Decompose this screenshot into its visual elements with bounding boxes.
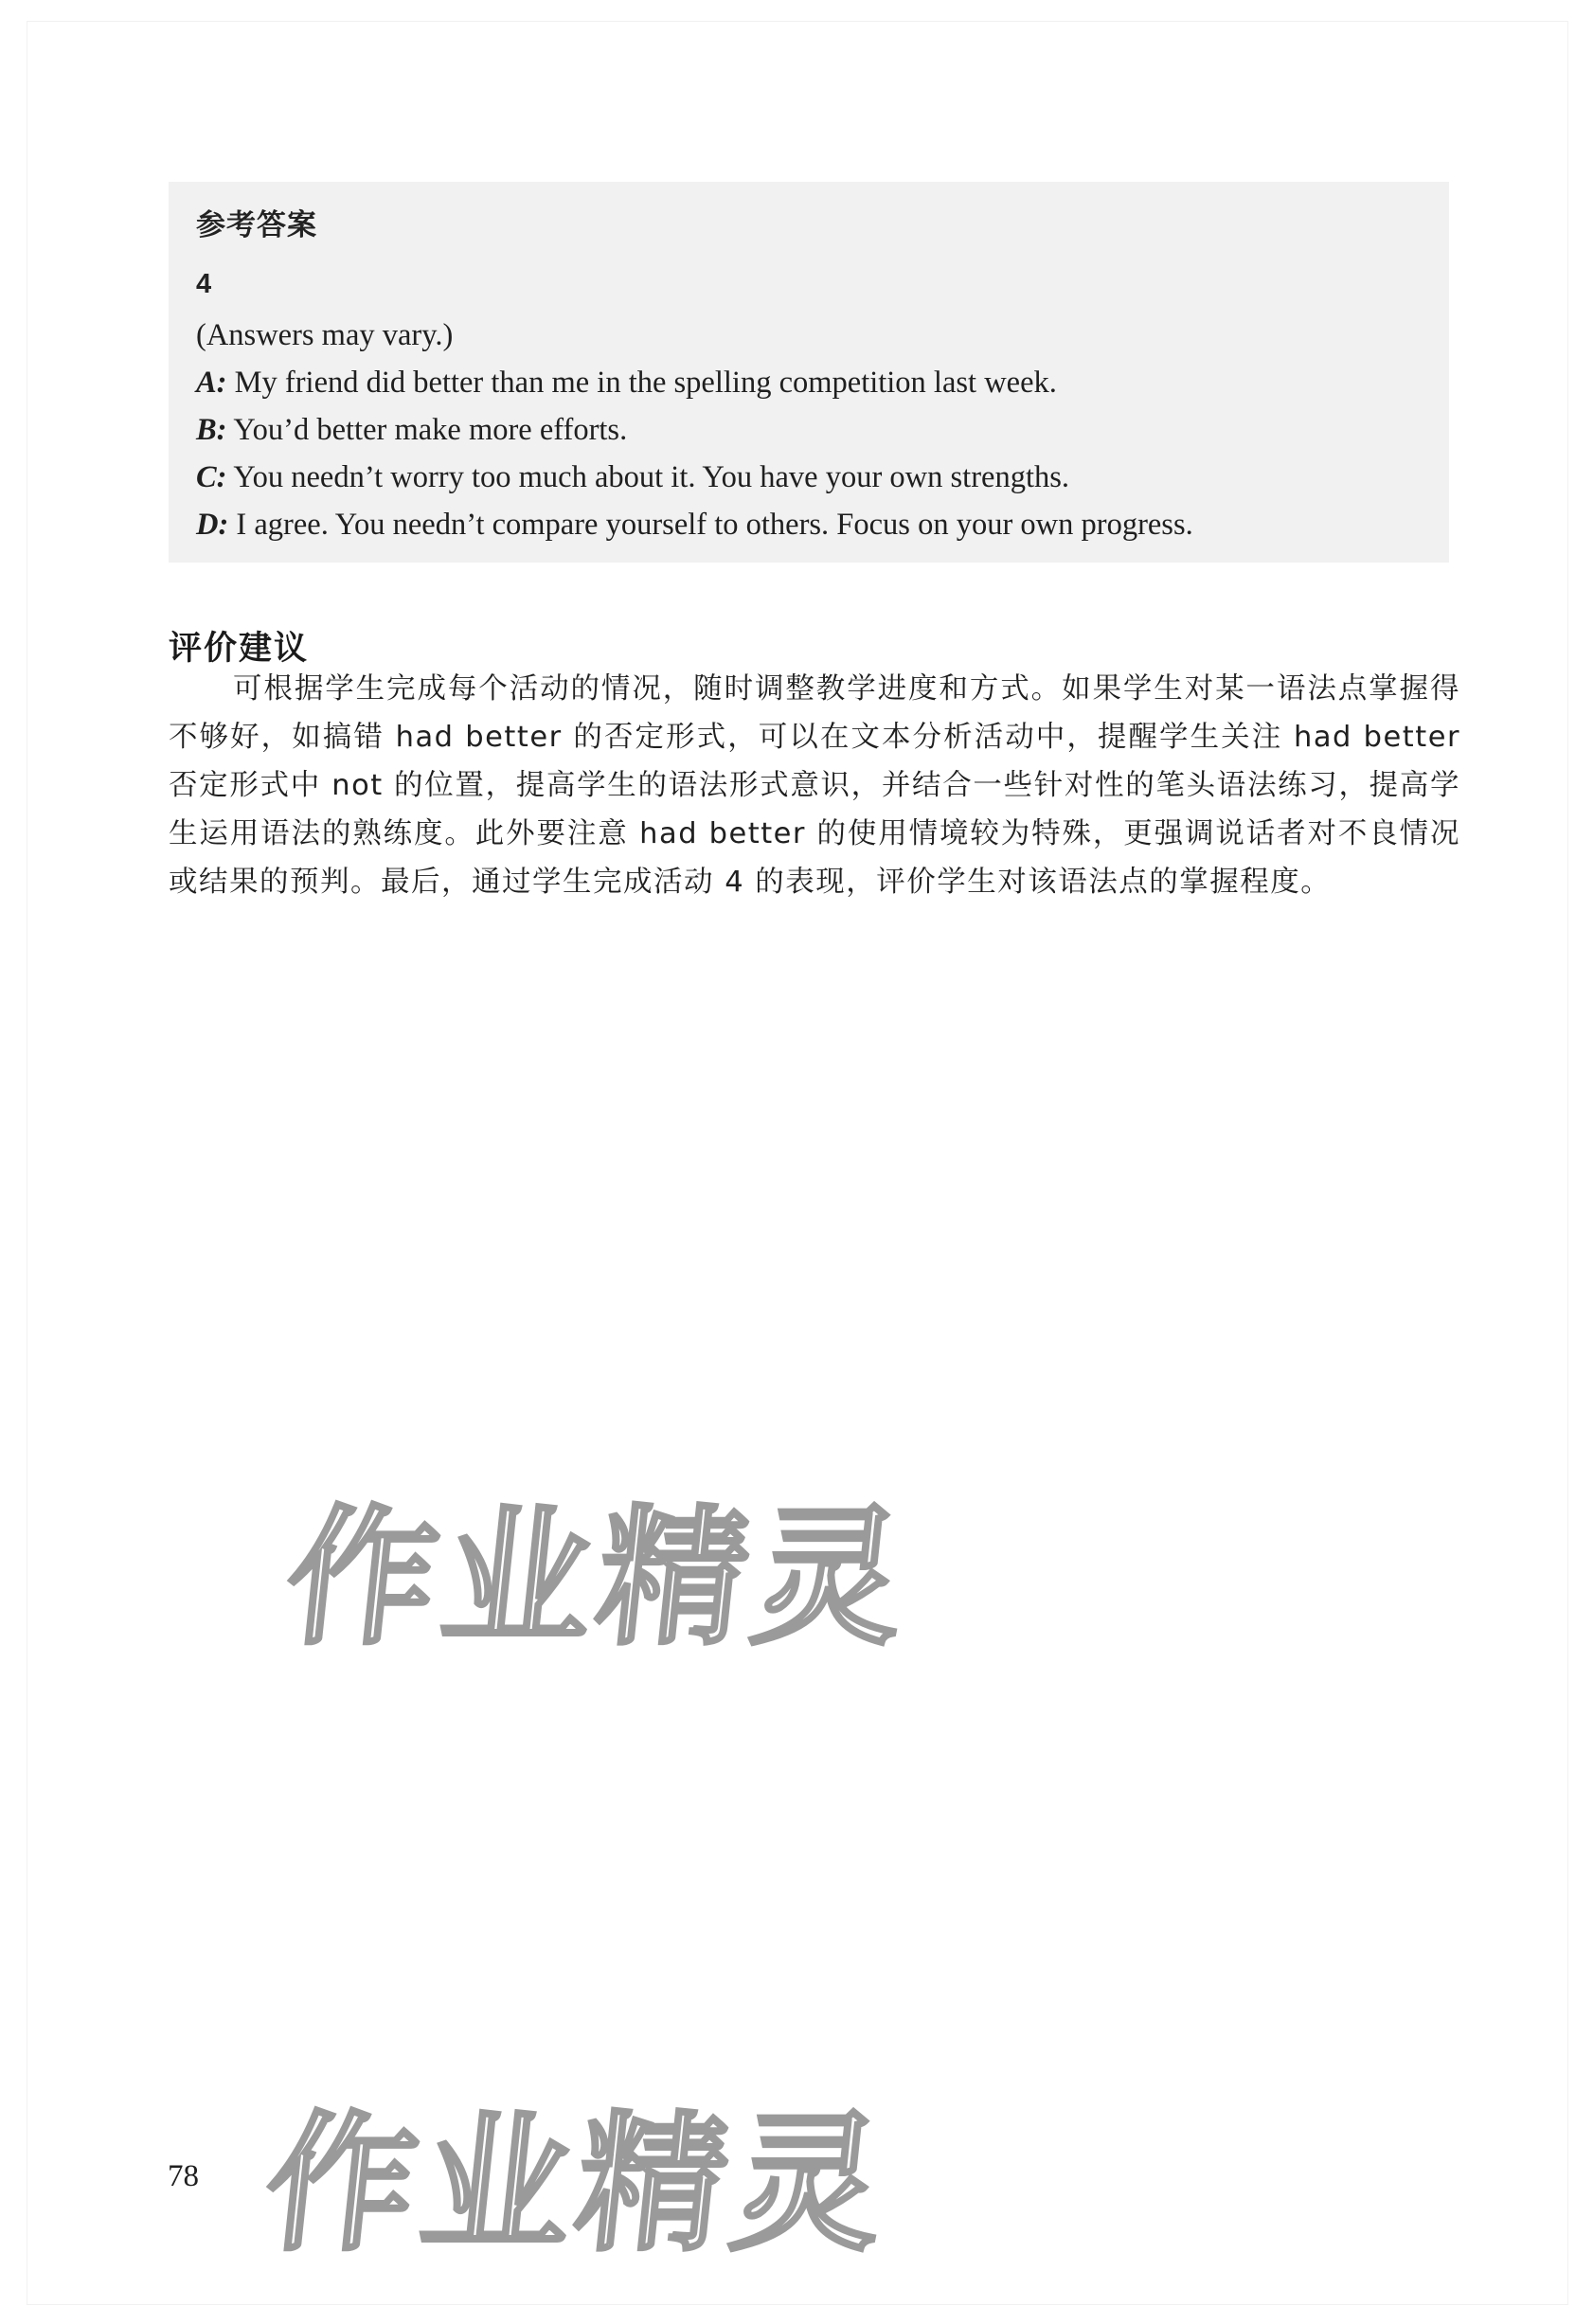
page-number: 78 [168, 2159, 199, 2193]
dialogue-text: You needn’t worry too much about it. You have your own strengths. [226, 460, 1069, 494]
evaluation-paragraph: 可根据学生完成每个活动的情况，随时调整教学进度和方式。如果学生对某一语法点掌握得不够好，如搞错 had better 的否定形式，可以在文本分析活动中，提醒学生关注 had better 否定形式中 not 的位置，提高学生的语法形式意识，并结合一些针对性的笔头语法练习，提高学生运用语法的熟练度。此外要注意 had better 的使用情境较为特殊，更强调说话者对不良情况或结果的预判。最后，通过学生完成活动 4 的表现，评价学生对该语法点的掌握程度。 [169, 672, 1460, 899]
watermark-logo: 作业精灵 [277, 1492, 919, 1666]
dialogue-line-a [196, 366, 1057, 401]
evaluation-title: 评价建议 [169, 630, 310, 668]
answer-title: 参考答案 [196, 208, 317, 242]
dialogue-line-c [196, 460, 1069, 495]
speaker-label: C: [196, 460, 227, 494]
dialogue-text: My friend did better than me in the spelling competition last week. [226, 366, 1057, 400]
dialogue-text: You’d better make more efforts. [226, 413, 628, 447]
dialogue-text: I agree. You needn’t compare yourself to others. Focus on your own progress. [228, 508, 1193, 542]
speaker-label: A: [196, 366, 227, 400]
speaker-label: B: [196, 413, 227, 447]
watermark-logo: 作业精灵 [257, 2098, 898, 2272]
speaker-label: D: [196, 508, 229, 542]
activity-number: 4 [196, 269, 212, 299]
dialogue-line-d [196, 508, 1193, 543]
dialogue-line-b [196, 413, 627, 448]
answer-note: (Answers may vary.) [196, 318, 454, 352]
